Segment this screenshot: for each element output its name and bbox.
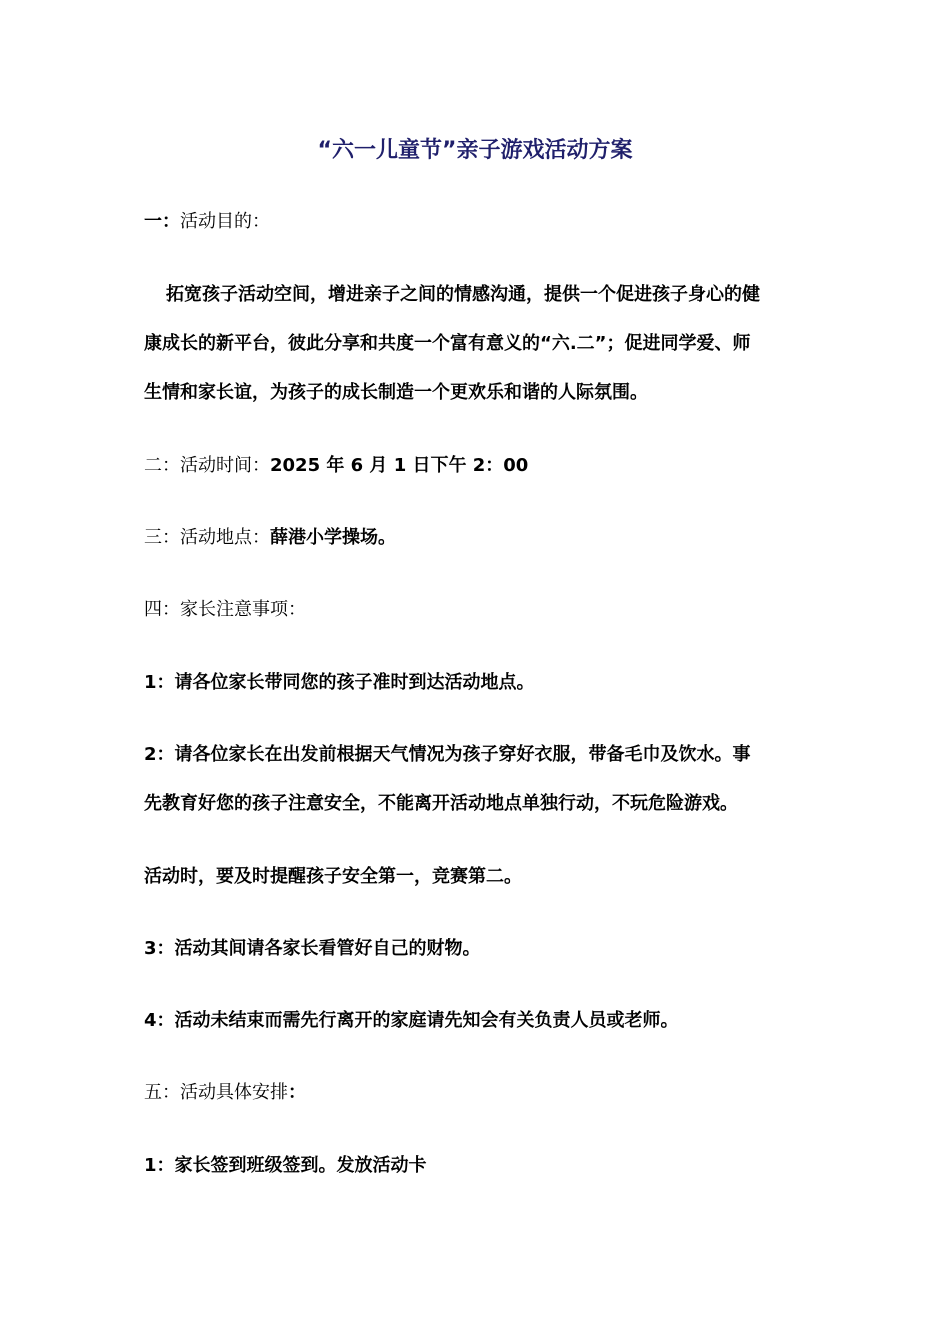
section-schedule-heading: [144, 1079, 814, 1107]
purpose-line-2: 康成长的新平台，彼此分享和共度一个富有意义的“六.二”；促进同学爱、师: [144, 333, 751, 354]
section-label: 三：活动地点：: [144, 527, 270, 548]
section-label: 活动目的：: [180, 211, 270, 232]
page-title: “六一儿童节”亲子游戏活动方案: [317, 138, 633, 163]
event-time: 2025 年 6 月 1 日下午 2：00: [270, 455, 529, 476]
schedule-item-1: 1：家长签到班级签到。发放活动卡: [144, 1155, 427, 1176]
section-time: [144, 452, 814, 480]
note-1: 1：请各位家长带同您的孩子准时到达活动地点。: [144, 672, 535, 693]
section-purpose-heading: [144, 208, 814, 236]
note-2-line-2: 先教育好您的孩子注意安全，不能离开活动地点单独行动，不玩危险游戏。: [144, 793, 738, 814]
section-colon: ：: [288, 1082, 306, 1103]
note-2-line-1: 2：请各位家长在出发前根据天气情况为孩子穿好衣服，带备毛巾及饮水。事: [144, 744, 751, 765]
note-3: 3：活动其间请各家长看管好自己的财物。: [144, 938, 481, 959]
section-label: 五：活动具体安排: [144, 1082, 288, 1103]
purpose-line-1: 拓宽孩子活动空间，增进亲子之间的情感沟通，提供一个促进孩子身心的健: [166, 284, 760, 305]
section-location: [144, 524, 814, 552]
purpose-line-3: 生情和家长谊，为孩子的成长制造一个更欢乐和谐的人际氛围。: [144, 382, 648, 403]
section-number: 一：: [144, 211, 180, 232]
section-notes-heading: 四：家长注意事项：: [144, 599, 306, 620]
section-label: 二：活动时间：: [144, 455, 270, 476]
note-2-line-3: 活动时，要及时提醒孩子安全第一，竞赛第二。: [144, 866, 522, 887]
event-location: 薛港小学操场。: [270, 527, 396, 548]
note-4: 4：活动未结束而需先行离开的家庭请先知会有关负责人员或老师。: [144, 1010, 679, 1031]
